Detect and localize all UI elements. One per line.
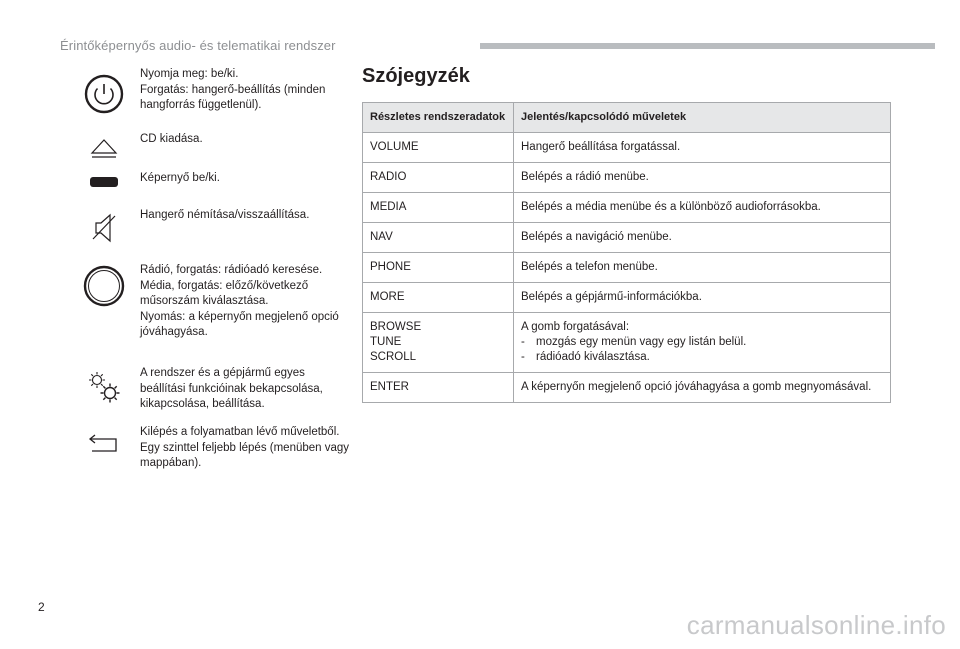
mute-speaker-icon bbox=[82, 206, 126, 250]
meaning-cell bbox=[514, 313, 891, 373]
meaning-cell: Belépés a gépjármű-információkba. bbox=[514, 283, 891, 313]
icon-item-knob bbox=[60, 262, 350, 342]
glossary-table bbox=[362, 102, 891, 403]
header-bar bbox=[480, 43, 935, 49]
icon-item-eject bbox=[60, 132, 350, 162]
icon-item-screen bbox=[60, 171, 350, 195]
icon-item-text: Kilépés a folyamatban lévő műveletből. Egy szinttel feljebb lépés (menüben vagy mappában). bbox=[140, 426, 350, 469]
bullet-item bbox=[521, 350, 883, 365]
table-row bbox=[363, 193, 891, 223]
term-cell: MORE bbox=[363, 283, 514, 313]
glossary-title: Szójegyzék bbox=[362, 65, 470, 87]
term-line: BROWSE bbox=[370, 321, 422, 333]
power-button-icon bbox=[82, 72, 126, 116]
icon-item-text: CD kiadása. bbox=[140, 133, 203, 145]
table-row bbox=[363, 253, 891, 283]
meaning-cell: Hangerő beállítása forgatással. bbox=[514, 133, 891, 163]
term-cell: MEDIA bbox=[363, 193, 514, 223]
bullet-marker: - bbox=[521, 351, 525, 363]
icon-item-text: Hangerő némítása/visszaállítása. bbox=[140, 209, 310, 221]
page-number: 2 bbox=[38, 600, 45, 614]
icon-item-text: Képernyő be/ki. bbox=[140, 172, 220, 184]
term-line: SCROLL bbox=[370, 351, 417, 363]
meaning-intro: A gomb forgatásával: bbox=[521, 321, 630, 333]
back-arrow-icon bbox=[82, 421, 126, 465]
term-cell: ENTER bbox=[363, 373, 514, 403]
table-row bbox=[363, 373, 891, 403]
icon-item-mute bbox=[60, 208, 350, 244]
icon-item-settings bbox=[60, 366, 350, 414]
term-cell bbox=[363, 313, 514, 373]
header-title: Érintőképernyős audio- és telematikai rendszer bbox=[60, 38, 336, 53]
term-cell: VOLUME bbox=[363, 133, 514, 163]
rotary-knob-icon bbox=[82, 264, 126, 308]
term-line: TUNE bbox=[370, 336, 402, 348]
table-header-row bbox=[363, 103, 891, 133]
meaning-cell: Belépés a navigáció menübe. bbox=[514, 223, 891, 253]
bullet-text: mozgás egy menün vagy egy listán belül. bbox=[536, 336, 747, 348]
table-row bbox=[363, 313, 891, 373]
table-row bbox=[363, 223, 891, 253]
column-header: Részletes rendszeradatok bbox=[363, 103, 514, 133]
term-cell: NAV bbox=[363, 223, 514, 253]
icon-item-power bbox=[60, 68, 350, 124]
settings-gears-icon bbox=[82, 365, 126, 409]
term-cell: RADIO bbox=[363, 163, 514, 193]
table-row bbox=[363, 133, 891, 163]
bullet-item bbox=[521, 335, 883, 350]
bullet-text: rádióadó kiválasztása. bbox=[536, 351, 650, 363]
bullet-marker: - bbox=[521, 336, 525, 348]
icon-item-text: Rádió, forgatás: rádióadó keresése. Média, forgatás: előző/következő műsorszám kiválasztása. Nyomás: a képernyőn megjelenő opció jóváhagyása. bbox=[140, 264, 339, 338]
column-header: Jelentés/kapcsolódó műveletek bbox=[514, 103, 891, 133]
table-row bbox=[363, 283, 891, 313]
meaning-cell: A képernyőn megjelenő opció jóváhagyása a gomb megnyomásával. bbox=[514, 373, 891, 403]
meaning-cell: Belépés a telefon menübe. bbox=[514, 253, 891, 283]
screen-toggle-icon bbox=[82, 160, 126, 204]
icon-item-text: A rendszer és a gépjármű egyes beállítási funkcióinak bekapcsolása, kikapcsolása, beállítása. bbox=[140, 367, 323, 410]
icon-item-back bbox=[60, 425, 350, 489]
icon-item-text: Nyomja meg: be/ki. Forgatás: hangerő-beállítás (minden hangforrás függetlenül). bbox=[140, 68, 326, 111]
meaning-cell: Belépés a rádió menübe. bbox=[514, 163, 891, 193]
meaning-cell: Belépés a média menübe és a különböző audioforrásokba. bbox=[514, 193, 891, 223]
table-row bbox=[363, 163, 891, 193]
watermark: carmanualsonline.info bbox=[686, 610, 946, 640]
term-cell: PHONE bbox=[363, 253, 514, 283]
